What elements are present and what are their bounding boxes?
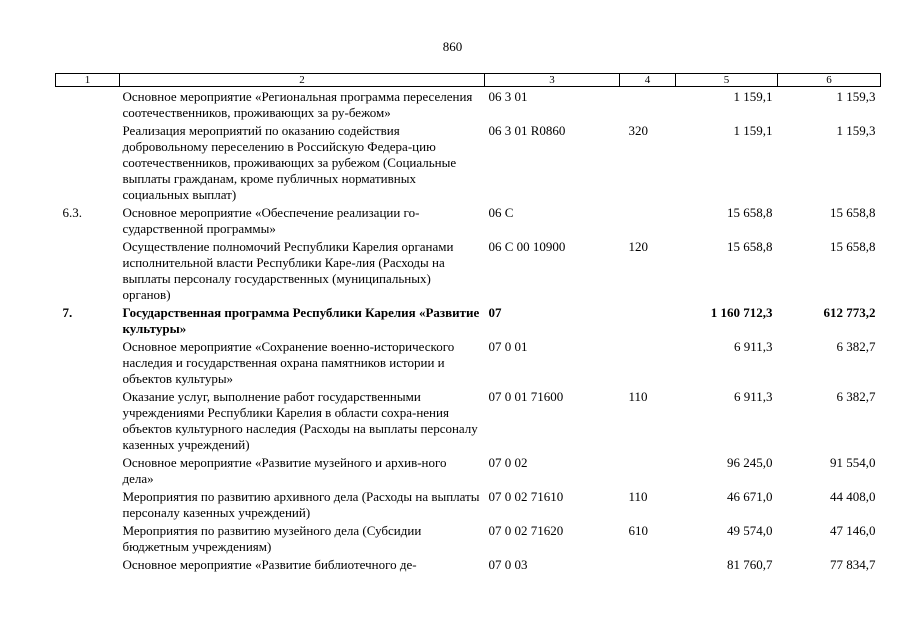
row-number — [56, 523, 120, 557]
row-code: 07 0 02 — [488, 455, 528, 470]
row-expense-type — [620, 87, 676, 124]
row-number — [56, 339, 120, 389]
row-code: 06 3 01 R0860 — [488, 123, 566, 138]
row-expense-type — [620, 455, 676, 489]
row-expense-type: 120 — [628, 239, 648, 254]
row-code: 06 С 00 10900 — [488, 239, 566, 254]
table-row — [56, 557, 881, 575]
row-number — [56, 489, 120, 523]
row-name: Осуществление полномочий Республики Карелия органами исполнительной власти Республики Каре-лия (Расходы на выплаты персоналу государственных (муниципальных) органов) — [122, 239, 454, 302]
row-amount-year2: 6 382,7 — [836, 389, 876, 404]
column-header: 6 — [778, 74, 881, 87]
row-code: 07 0 01 71600 — [488, 389, 564, 404]
row-number — [56, 123, 120, 205]
row-amount-year2: 44 408,0 — [830, 489, 876, 504]
row-code: 07 0 03 — [488, 557, 528, 572]
budget-table — [55, 73, 881, 575]
row-code: 06 3 01 — [488, 89, 528, 104]
row-amount-year1: 96 245,0 — [727, 455, 773, 470]
row-amount-year2: 91 554,0 — [830, 455, 876, 470]
table-row — [56, 389, 881, 455]
row-amount-year1: 81 760,7 — [727, 557, 773, 572]
table-row — [56, 305, 881, 339]
table-row — [56, 489, 881, 523]
row-amount-year2: 15 658,8 — [830, 239, 876, 254]
row-number — [56, 557, 120, 575]
row-name: Реализация мероприятий по оказанию содействия добровольному переселению в Российскую Федера-цию соотечественников, проживающих за рубежом (Социальные выплаты гражданам, кроме публичных нормативных социальных выплат) — [122, 123, 457, 202]
table-row — [56, 239, 881, 305]
row-name: Оказание услуг, выполнение работ государственными учреждениями Республики Карелия в области сохра-нения объектов культурного наследия (Расходы на выплаты персоналу казенных учреждений) — [122, 389, 478, 452]
row-number: 7. — [62, 305, 73, 320]
row-name: Основное мероприятие «Региональная программа переселения соотечественников, проживающих за ру-бежом» — [122, 89, 473, 120]
column-header: 1 — [56, 74, 120, 87]
row-code: 07 — [488, 305, 502, 320]
column-header: 4 — [620, 74, 676, 87]
row-amount-year2: 6 382,7 — [836, 339, 876, 354]
row-name: Мероприятия по развитию музейного дела (Субсидии бюджетным учреждениям) — [122, 523, 422, 554]
column-header: 3 — [485, 74, 620, 87]
table-row — [56, 339, 881, 389]
row-amount-year1: 15 658,8 — [727, 205, 773, 220]
column-header: 2 — [120, 74, 485, 87]
row-amount-year2: 1 159,3 — [836, 89, 876, 104]
row-name: Мероприятия по развитию архивного дела (Расходы на выплаты персоналу казенных учреждений) — [122, 489, 480, 520]
table-row — [56, 87, 881, 124]
row-code: 07 0 02 71610 — [488, 489, 564, 504]
row-expense-type: 320 — [628, 123, 648, 138]
row-amount-year1: 15 658,8 — [727, 239, 773, 254]
column-header: 5 — [676, 74, 778, 87]
row-amount-year2: 77 834,7 — [830, 557, 876, 572]
row-amount-year2: 15 658,8 — [830, 205, 876, 220]
row-code: 07 0 01 — [488, 339, 528, 354]
row-expense-type: 110 — [628, 389, 648, 404]
row-amount-year1: 1 159,1 — [733, 89, 773, 104]
row-amount-year1: 46 671,0 — [727, 489, 773, 504]
row-amount-year2: 1 159,3 — [836, 123, 876, 138]
table-row — [56, 205, 881, 239]
row-name: Основное мероприятие «Развитие библиотечного де- — [122, 557, 417, 572]
row-amount-year1: 1 159,1 — [733, 123, 773, 138]
table-row — [56, 123, 881, 205]
row-number: 6.3. — [62, 205, 82, 220]
row-number — [56, 389, 120, 455]
row-expense-type — [620, 339, 676, 389]
table-row — [56, 523, 881, 557]
row-name: Государственная программа Республики Карелия «Развитие культуры» — [122, 305, 480, 336]
row-amount-year2: 612 773,2 — [823, 305, 876, 320]
row-number — [56, 239, 120, 305]
column-number-header — [56, 74, 881, 87]
row-name: Основное мероприятие «Обеспечение реализации го-сударственной программы» — [122, 205, 420, 236]
row-amount-year1: 6 911,3 — [733, 389, 773, 404]
row-number — [56, 455, 120, 489]
row-amount-year1: 6 911,3 — [733, 339, 773, 354]
page-number: 860 — [442, 39, 463, 54]
row-amount-year1: 1 160 712,3 — [710, 305, 773, 320]
row-number — [56, 87, 120, 124]
table-row — [56, 455, 881, 489]
row-expense-type: 610 — [628, 523, 648, 538]
row-amount-year2: 47 146,0 — [830, 523, 876, 538]
row-name: Основное мероприятие «Сохранение военно-исторического наследия и государственная охрана памятников истории и объектов культуры» — [122, 339, 455, 386]
row-code: 07 0 02 71620 — [488, 523, 564, 538]
row-code: 06 С — [488, 205, 514, 220]
row-amount-year1: 49 574,0 — [727, 523, 773, 538]
row-expense-type — [620, 305, 676, 339]
row-expense-type: 110 — [628, 489, 648, 504]
row-expense-type — [620, 205, 676, 239]
row-name: Основное мероприятие «Развитие музейного и архив-ного дела» — [122, 455, 447, 486]
row-expense-type — [620, 557, 676, 575]
